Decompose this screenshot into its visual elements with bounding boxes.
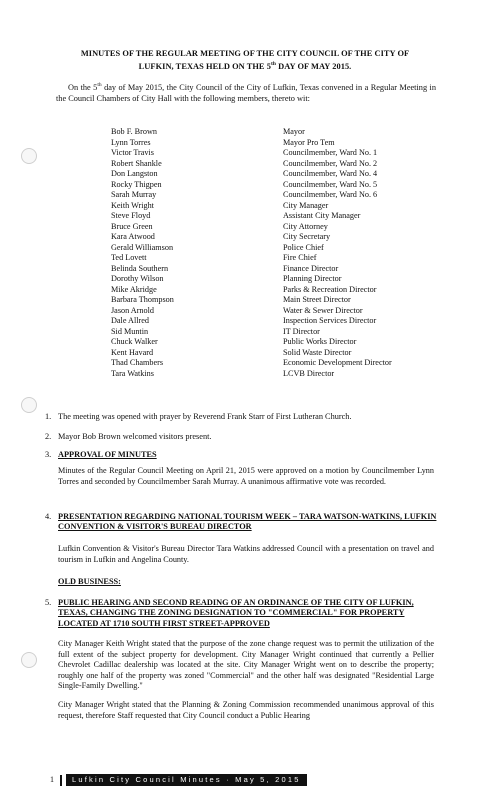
attendee-name: Sarah Murray	[111, 190, 157, 199]
item-5-body-2: City Manager Wright stated that the Planning & Zoning Commission recommended unanimous approval of this request, therefore Staff requested that City Council conduct a Public Hearing	[58, 700, 434, 720]
attendee-roster	[111, 127, 441, 379]
item-4-heading: PRESENTATION REGARDING NATIONAL TOURISM WEEK – TARA WATSON-WATKINS, LUFKIN CONVENTION & VISITOR'S BUREAU DIRECTOR	[58, 512, 437, 532]
attendee-name: Bob F. Brown	[111, 127, 157, 136]
old-business-heading: OLD BUSINESS:	[58, 577, 121, 586]
attendee-title: Parks & Recreation Director	[283, 284, 377, 294]
attendee-name: Gerald Williamson	[111, 242, 174, 252]
attendee-row	[111, 180, 441, 191]
attendee-name: Bruce Green	[111, 221, 153, 231]
attendee-title: Solid Waste Director	[283, 347, 352, 357]
attendee-name: Victor Travis	[111, 148, 154, 157]
attendee-row	[111, 169, 441, 180]
attendee-row	[111, 295, 441, 306]
attendee-title: Public Works Director	[283, 337, 357, 346]
attendee-row	[111, 127, 441, 138]
attendee-name: Belinda Southern	[111, 263, 169, 273]
attendee-row	[111, 348, 441, 359]
attendee-name: Don Langston	[111, 169, 158, 178]
attendee-name: Barbara Thompson	[111, 295, 174, 304]
punch-hole-middle	[21, 397, 37, 413]
attendee-title: Councilmember, Ward No. 2	[283, 158, 378, 168]
attendee-name: Sid Muntin	[111, 326, 149, 336]
attendee-row	[111, 358, 441, 369]
attendee-name: Thad Chambers	[111, 358, 164, 367]
attendee-row	[111, 148, 441, 159]
footer-divider	[60, 775, 62, 786]
attendee-row	[111, 138, 441, 149]
attendee-row	[111, 369, 441, 380]
attendee-row	[111, 232, 441, 243]
attendee-title: Finance Director	[283, 263, 339, 273]
attendee-title: Councilmember, Ward No. 1	[283, 148, 378, 157]
attendee-row	[111, 274, 441, 285]
attendee-title: Mayor Pro Tem	[283, 137, 335, 147]
attendee-name: Dorothy Wilson	[111, 274, 164, 283]
item-3-body: Minutes of the Regular Council Meeting on April 21, 2015 were approved on a motion by Councilmember Lynn Torres and seconded by Councilmember Sarah Murray. A unanimous affirmative vote was recorded.	[58, 466, 434, 486]
attendee-title: Police Chief	[283, 242, 324, 252]
attendee-title: Mayor	[283, 127, 305, 136]
attendee-name: Keith Wright	[111, 200, 154, 210]
attendee-name: Robert Shankle	[111, 158, 162, 168]
punch-hole-bottom	[21, 652, 37, 668]
attendee-title: Planning Director	[283, 274, 342, 283]
title-line-1: MINUTES OF THE REGULAR MEETING OF THE CITY COUNCIL OF THE CITY OF	[80, 49, 410, 58]
attendee-title: Main Street Director	[283, 295, 351, 304]
attendee-title: Fire Chief	[283, 253, 317, 262]
attendee-name: Lynn Torres	[111, 137, 151, 147]
attendee-name: Steve Floyd	[111, 211, 151, 220]
attendee-row	[111, 264, 441, 275]
attendee-row	[111, 222, 441, 233]
attendee-row	[111, 285, 441, 296]
attendee-title: Councilmember, Ward No. 5	[283, 179, 378, 189]
item-5-body-1: City Manager Keith Wright stated that the purpose of the zone change request was to permit the utilization of the full extent of the subject property for development. City Manager Wright continued that currently a Pellier Chevrolet Cadillac dealership was located at the site. City Manager Wright went on to describe the property; roughly one half of the property was zoned "Commercial" and the other half was designated "Residential Large Single-Family Dwelling."	[58, 639, 434, 690]
attendee-title: City Manager	[283, 200, 329, 210]
attendee-name: Ted Lovett	[111, 253, 147, 262]
page-footer	[50, 774, 430, 786]
attendee-title: Economic Development Director	[283, 358, 392, 367]
attendee-row	[111, 243, 441, 254]
attendee-name: Kent Havard	[111, 347, 154, 357]
punch-hole-top	[21, 148, 37, 164]
attendee-name: Chuck Walker	[111, 337, 158, 346]
attendee-row	[111, 306, 441, 317]
title-line-2: LUFKIN, TEXAS HELD ON THE 5th DAY OF MAY 2015.	[138, 61, 352, 71]
attendee-row	[111, 201, 441, 212]
agenda-item-1: 1. The meeting was opened with prayer by Reverend Frank Starr of First Lutheran Church.	[45, 412, 352, 421]
attendee-title: Inspection Services Director	[283, 316, 377, 325]
agenda-item-2: 2. Mayor Bob Brown welcomed visitors present.	[45, 432, 212, 441]
item-3-heading: APPROVAL OF MINUTES	[58, 450, 157, 459]
attendee-title: Water & Sewer Director	[283, 305, 363, 315]
attendee-name: Mike Akridge	[111, 284, 157, 294]
item-5-heading: PUBLIC HEARING AND SECOND READING OF AN ORDINANCE OF THE CITY OF LUFKIN, TEXAS, CHANGING THE ZONING DESIGNATION TO "COMMERCIAL" FOR PROPERTY LOCATED AT 1710 SOUTH FIRST STREET-APPROVED	[58, 598, 414, 628]
agenda-item-4: 4. PRESENTATION REGARDING NATIONAL TOURISM WEEK – TARA WATSON-WATKINS, LUFKIN CONVENTION & VISITOR'S BUREAU DIRECTOR	[40, 512, 440, 533]
attendee-row	[111, 316, 441, 327]
attendee-name: Tara Watkins	[111, 368, 154, 378]
attendee-title: City Attorney	[283, 221, 328, 231]
attendee-name: Jason Arnold	[111, 305, 154, 315]
attendee-title: Councilmember, Ward No. 4	[283, 169, 378, 178]
attendee-row	[111, 337, 441, 348]
attendee-row	[111, 253, 441, 264]
attendee-row	[111, 327, 441, 338]
agenda-item-5: 5. PUBLIC HEARING AND SECOND READING OF AN ORDINANCE OF THE CITY OF LUFKIN, TEXAS, CHANGING THE ZONING DESIGNATION TO "COMMERCIAL" FOR PROPERTY LOCATED AT 1710 SOUTH FIRST STREET-APPROVED	[40, 598, 440, 629]
attendee-title: IT Director	[283, 326, 320, 336]
document-title	[40, 48, 450, 72]
item-4-body: Lufkin Convention & Visitor's Bureau Director Tara Watkins addressed Council with a presentation on travel and tourism in Lufkin and Angelina County.	[58, 544, 434, 564]
attendee-title: LCVB Director	[283, 368, 335, 378]
intro-paragraph: On the 5th day of May 2015, the City Council of the City of Lufkin, Texas convened in a Regular Meeting in the Council Chambers of City Hall with the following members, thereto wit:	[56, 82, 436, 103]
attendee-title: City Secretary	[283, 232, 331, 241]
page-number: 1	[50, 775, 54, 784]
attendee-row	[111, 190, 441, 201]
footer-label: Lufkin City Council Minutes · May 5, 2015	[66, 774, 307, 786]
attendee-row	[111, 211, 441, 222]
attendee-name: Rocky Thigpen	[111, 179, 162, 189]
attendee-row	[111, 159, 441, 170]
attendee-name: Kara Atwood	[111, 232, 155, 241]
attendee-title: Assistant City Manager	[283, 211, 361, 220]
agenda-item-3: 3. APPROVAL OF MINUTES	[40, 450, 440, 460]
attendee-title: Councilmember, Ward No. 6	[283, 190, 378, 199]
attendee-name: Dale Allred	[111, 316, 149, 325]
